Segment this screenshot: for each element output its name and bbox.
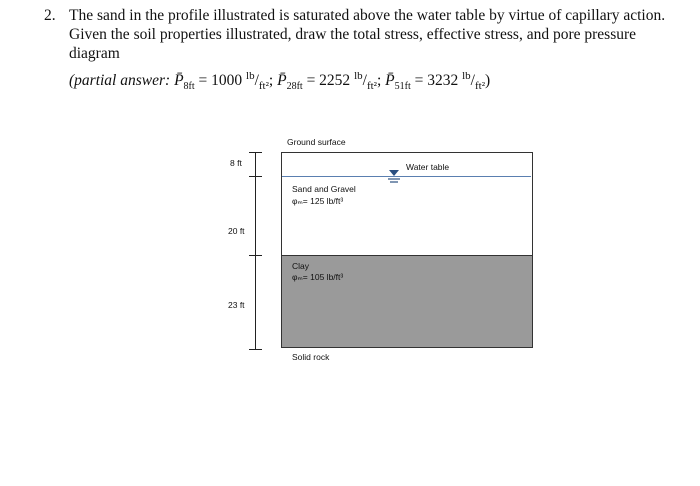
dimension-tick-2 bbox=[249, 255, 262, 256]
dimension-line bbox=[255, 152, 256, 350]
partial-prefix: (partial answer: bbox=[69, 72, 175, 90]
dim-label-bottom: 23 ft bbox=[228, 300, 245, 310]
dim-label-mid: 20 ft bbox=[228, 226, 245, 236]
ground-surface-label: Ground surface bbox=[287, 137, 346, 147]
problem-number: 2. bbox=[44, 7, 56, 24]
clay-layer bbox=[281, 255, 533, 348]
sand-unit-weight-label: φₘ= 125 lb/ft³ bbox=[292, 196, 344, 206]
answer-2: $P̄_{28ft} = 2252$ $^{lb}/_{ft^2}$; bbox=[277, 70, 382, 93]
water-table-label: Water table bbox=[406, 162, 450, 172]
sand-name-label: Sand and Gravel bbox=[292, 184, 356, 194]
water-table-line bbox=[282, 176, 531, 177]
answer-3: $P̄_{51ft} = 3232$ $^{lb}/_{ft^2}$) bbox=[385, 70, 491, 93]
water-table-marker-icon bbox=[388, 168, 400, 184]
dimension-tick-top bbox=[249, 152, 262, 153]
dimension-tick-1 bbox=[249, 176, 262, 177]
dim-label-top: 8 ft bbox=[230, 158, 242, 168]
problem-statement: The sand in the profile illustrated is saturated above the water table by virtue of capillary action. Given the soil properties illustrated, draw the total stress, effective stress, and pore pressure diagram bbox=[69, 7, 666, 62]
clay-name-label: Clay bbox=[292, 261, 310, 271]
solid-rock-label: Solid rock bbox=[292, 352, 330, 362]
answer-1: $P̄_{8ft} = 1000$ $^{lb}/_{ft^2}$; bbox=[174, 70, 274, 93]
dimension-tick-bottom bbox=[249, 349, 262, 350]
clay-unit-weight-label: φₘ= 105 lb/ft³ bbox=[292, 272, 344, 282]
